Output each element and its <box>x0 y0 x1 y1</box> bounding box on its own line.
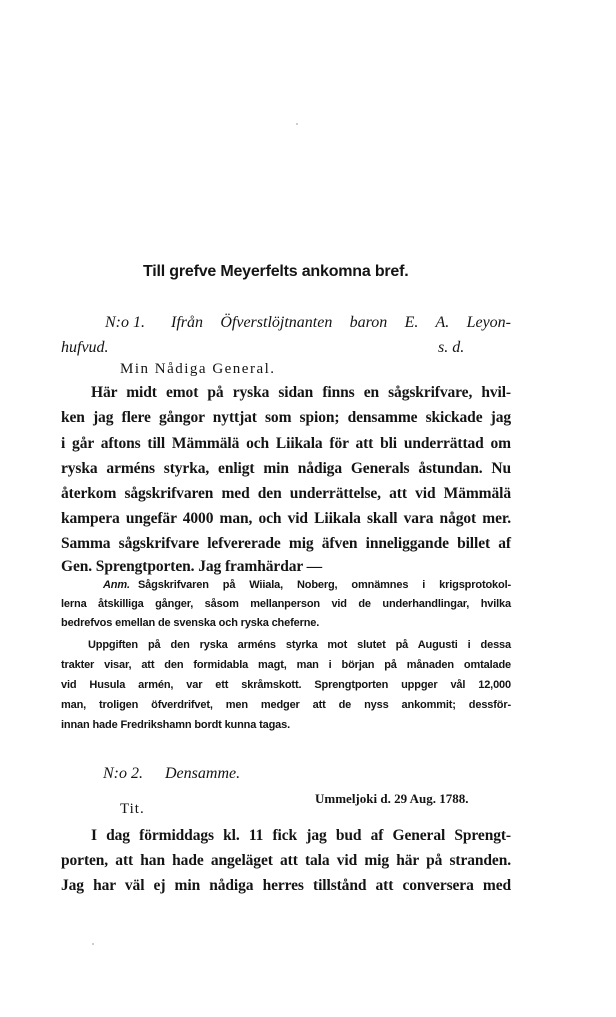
page-heading: Till grefve Meyerfelts ankomna bref. <box>143 263 409 280</box>
scan-speck <box>296 123 298 125</box>
letter-2-body-line: Jag har väl ej min nådiga herres tillstånd att conversera med <box>61 877 511 894</box>
letter-1-body-line: Här midt emot på ryska sidan finns en sågskrifvare, hvil- <box>91 384 511 401</box>
letter-1-sender-line1: Ifrån Öfverstlöjtnanten baron E. A. Leyon- <box>171 314 511 331</box>
letter-2-date: Ummeljoki d. 29 Aug. 1788. <box>315 791 469 806</box>
letter-1-body-line: i går aftons till Mämmälä och Liikala för att bli underrättad om <box>61 435 511 452</box>
letter-1-body-line: återkom sågskrifvaren med den underrättelse, att vid Mämmälä <box>61 485 511 502</box>
letter-1-body-line: kampera ungefär 4000 man, och vid Liikala skall vara något mer. <box>61 510 511 527</box>
note-line: lerna åtskilliga gånger, såsom mellanperson vid de underhandlingar, hvilka <box>61 598 511 610</box>
letter-1-body-line: Samma sågskrifvare lefvererade mig äfven inneliggande billet af <box>61 535 511 552</box>
letter-2-salutation: Tit. <box>120 801 145 817</box>
letter-1-salutation: Min Nådiga General. <box>120 361 276 377</box>
note-line: bedrefvos emellan de svenska och ryska cheferne. <box>61 617 320 629</box>
letter-1-body-line: ryska arméns styrka, enligt min nådiga Generals åstundan. Nu <box>61 460 511 477</box>
letter-2-body-line: porten, att han hade angeläget att tala vid mig här på stranden. <box>61 852 511 869</box>
note-line: Uppgiften på den ryska arméns styrka mot slutet på Augusti i dessa <box>88 639 511 651</box>
note-line: Sågskrifvaren på Wiiala, Noberg, omnämnes i krigsprotokol- <box>138 579 511 591</box>
note-label: Anm. <box>103 579 130 591</box>
letter-1-sine-dato: s. d. <box>438 339 465 356</box>
letter-1-sender-line2: hufvud. <box>61 339 109 356</box>
scan-speck <box>92 943 94 945</box>
letter-1-number: N:o 1. <box>105 314 145 331</box>
note-line: innan hade Fredrikshamn bordt kunna tagas. <box>61 719 291 731</box>
note-line: trakter visar, att den formidabla magt, man i början på månaden omtalade <box>61 659 511 671</box>
letter-2-number: N:o 2. <box>103 765 143 782</box>
letter-1-body-line: ken jag flere gångor nyttjat som spion; densamme skickade jag <box>61 409 511 426</box>
note-line: man, troligen öfverdrifvet, men medger att de nyss ankommit; dessför- <box>61 699 511 711</box>
letter-1-body-line: Gen. Sprengtporten. Jag framhärdar — <box>61 558 323 575</box>
letter-2-sender: Densamme. <box>165 765 241 782</box>
note-line: vid Husula armén, var ett skråmskott. Sprengtporten uppger vål 12,000 <box>61 679 511 691</box>
letter-2-body-line: I dag förmiddags kl. 11 fick jag bud af General Sprengt- <box>91 827 511 844</box>
